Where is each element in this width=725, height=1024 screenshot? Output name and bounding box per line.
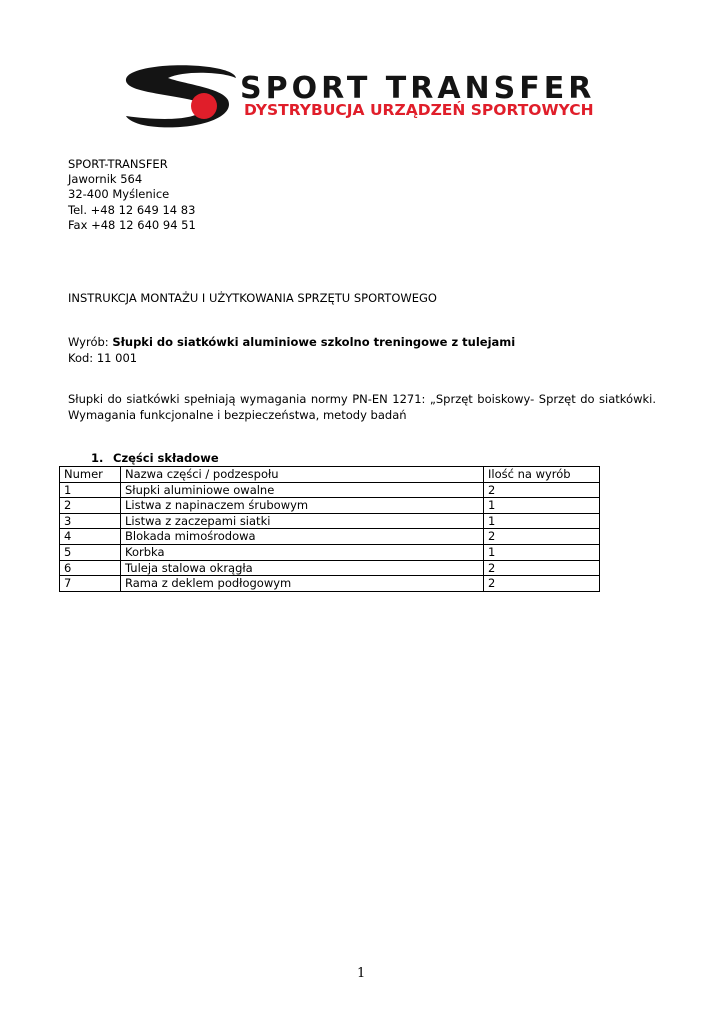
table-cell: 2 [484,560,600,576]
header-cell: Nazwa części / podzespołu [121,467,484,483]
table-row [60,576,600,592]
table-row [60,498,600,514]
address-street: Jawornik 564 [68,172,143,187]
norm-line-1: Słupki do siatkówki spełniają wymagania normy PN-EN 1271: „Sprzęt boiskowy- Sprzęt do siatkówki. [68,392,656,406]
section-number: 1. [91,451,104,465]
table-cell: 1 [484,513,600,529]
parts-table [59,466,600,592]
norm-paragraph [68,392,656,423]
document-title: INSTRUKCJA MONTAŻU I UŻYTKOWANIA SPRZĘTU SPORTOWEGO [68,291,437,305]
table-row [60,560,600,576]
product-line [68,335,515,351]
table-cell: 2 [484,576,600,592]
header-cell: Numer [60,467,121,483]
company-name: SPORT-TRANSFER [68,157,168,171]
table-cell: 7 [60,576,121,592]
logo-swoosh-icon [124,64,254,132]
section-title: Części składowe [113,451,219,465]
table-cell: 3 [60,513,121,529]
section-heading [91,451,219,465]
table-row [60,544,600,560]
fax-number: Fax +48 12 640 94 51 [68,217,196,232]
table-cell: 1 [484,544,600,560]
table-row [60,513,600,529]
table-cell: 1 [60,482,121,498]
phone-number: Tel. +48 12 649 14 83 [68,202,196,217]
product-name: Słupki do siatkówki aluminiowe szkolno treningowe z tulejami [112,335,516,349]
logo-brand-text: SPORT TRANSFER [240,71,596,106]
product-label: Wyrób: [68,335,113,349]
header-cell: Ilość na wyrób [484,467,600,483]
logo-tagline-text: DYSTRYBUCJA URZĄDZEŃ SPORTOWYCH [244,101,594,119]
company-address [68,157,196,233]
table-cell: 1 [484,498,600,514]
table-cell: 2 [60,498,121,514]
table-header-row [60,467,600,483]
table-cell: Listwa z zaczepami siatki [121,513,484,529]
table-cell: 5 [60,544,121,560]
table-cell: Listwa z napinaczem śrubowym [121,498,484,514]
product-code: Kod: 11 001 [68,350,138,365]
company-logo [124,64,604,132]
table-cell: 2 [484,482,600,498]
table-cell: 6 [60,560,121,576]
table-cell: Korbka [121,544,484,560]
table-cell: Rama z deklem podłogowym [121,576,484,592]
page-number: 1 [357,966,366,981]
table-row [60,482,600,498]
table-cell: Tuleja stalowa okrągła [121,560,484,576]
table-cell: 2 [484,529,600,545]
table-cell: 4 [60,529,121,545]
norm-line-2: Wymagania funkcjonalne i bezpieczeństwa, metody badań [68,407,407,422]
table-cell: Blokada mimośrodowa [121,529,484,545]
address-city: 32-400 Myślenice [68,187,170,202]
product-info [68,335,515,366]
table-cell: Słupki aluminiowe owalne [121,482,484,498]
table-row [60,529,600,545]
